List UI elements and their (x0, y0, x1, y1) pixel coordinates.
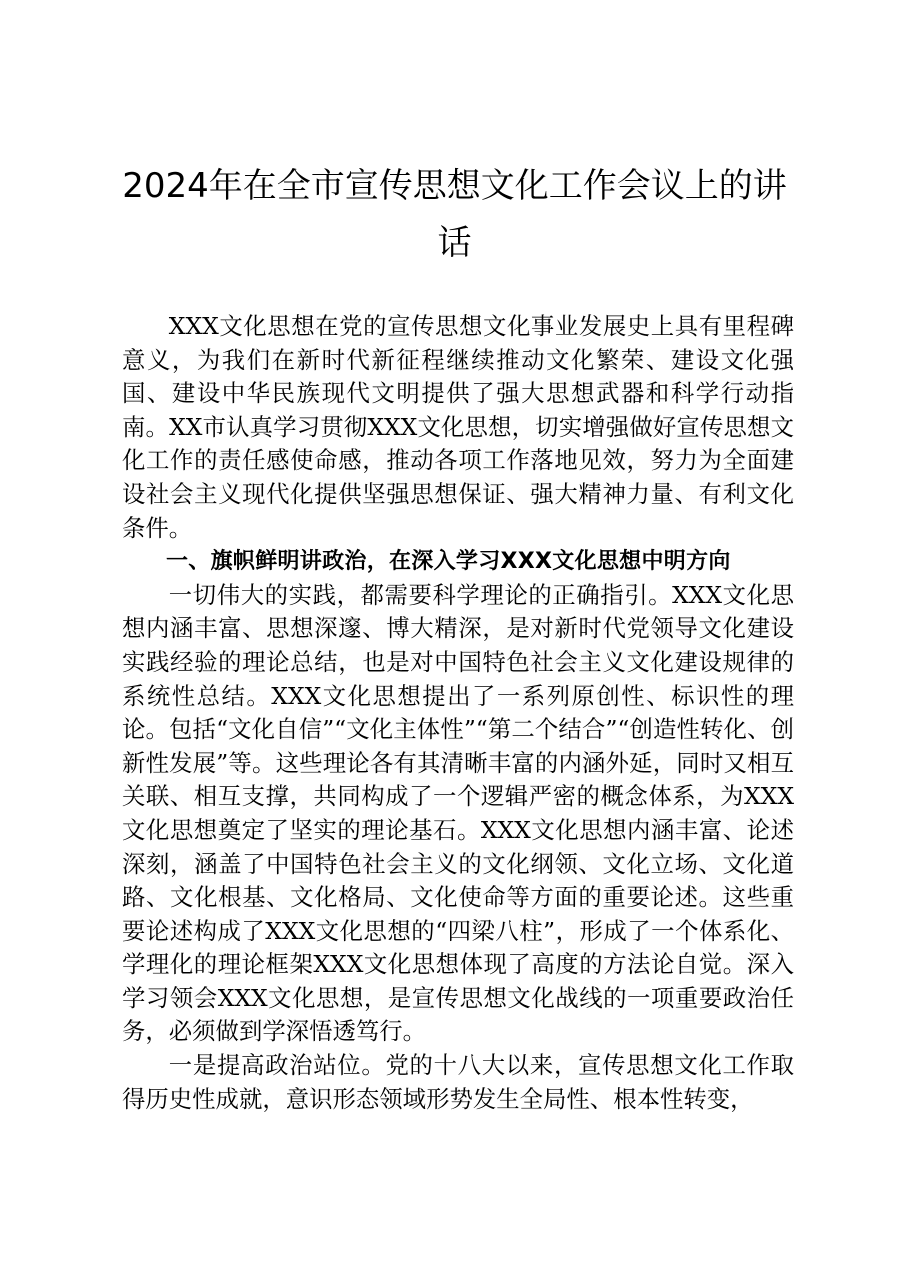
section-1-paragraph: 一切伟大的实践，都需要科学理论的正确指引。XXX文化思想内涵丰富、思想深邃、博大精深，是对新时代党领导文化建设实践经验的理论总结，也是对中国特色社会主义文化建设规律的系统性总结。XXX文化思想提出了一系列原创性、标识性的理论。包括“文化自信”“文化主体性”“第二个结合”“创造性转化、创新性发展”等。这些理论各有其清晰丰富的内涵外延，同时又相互关联、相互支撑，共同构成了一个逻辑严密的概念体系，为XXX文化思想奠定了坚实的理论基石。XXX文化思想内涵丰富、论述深刻，涵盖了中国特色社会主义的文化纲领、文化立场、文化道路、文化根基、文化格局、文化使命等方面的重要论述。这些重要论述构成了XXX文化思想的“四梁八柱”，形成了一个体系化、学理化的理论框架XXX文化思想体现了高度的方法论自觉。深入学习领会XXX文化思想，是宣传思想文化战线的一项重要政治任务，必须做到学深悟透笃行。 (122, 580, 794, 1046)
intro-paragraph: XXX文化思想在党的宣传思想文化事业发展史上具有里程碑意义，为我们在新时代新征程继续推动文化繁荣、建设文化强国、建设中华民族现代文明提供了强大思想武器和科学行动指南。XX市认真学习贯彻XXX文化思想，切实增强做好宣传思想文化工作的责任感使命感，推动各项工作落地见效，努力为全面建设社会主义现代化提供坚强思想保证、强大精神力量、有利文化条件。 (122, 312, 794, 542)
point-1-paragraph: 一是提高政治站位。党的十八大以来，宣传思想文化工作取得历史性成就，意识形态领域形势发生全局性、根本性转变， (122, 1051, 794, 1113)
document-title: 2024年在全市宣传思想文化工作会议上的讲话 (122, 166, 787, 263)
section-heading-1: 一、旗帜鲜明讲政治，在深入学习XXX文化思想中明方向 (166, 549, 731, 575)
document-body (122, 310, 794, 1116)
